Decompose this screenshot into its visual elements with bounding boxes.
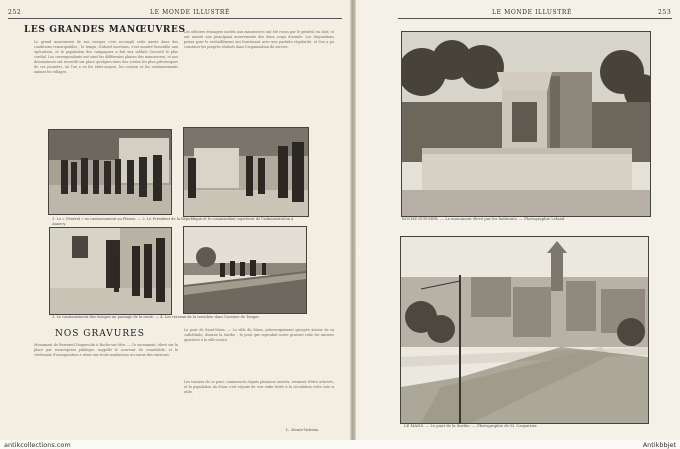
caption-bottom-photos: 3. Le cantonnement des troupes au passage de la route. — 4. Les travaux de la tranchée dans l'avenue de Tanger. bbox=[52, 315, 260, 319]
footer-bar bbox=[0, 440, 680, 449]
photo-general-cantonment bbox=[48, 129, 172, 215]
right-page-number: 253 bbox=[658, 9, 672, 16]
photo-le-mans-bridge bbox=[400, 236, 649, 424]
article-title: LES GRANDES MANŒUVRES bbox=[24, 25, 186, 35]
section-title-gravures: NOS GRAVURES bbox=[55, 329, 145, 339]
right-header-rule bbox=[398, 18, 672, 19]
photo-monument bbox=[401, 31, 651, 217]
footer-right-credit[interactable]: Antikbbjet bbox=[642, 441, 676, 449]
caption-le-mans: LE MANS. — Le pont de la Sarthe. — Photographie de M. Caspartier. bbox=[404, 424, 538, 428]
intro-column-left: Le grand mouvement de nos troupes s'est accompli cette année dans des conditions remarquables ; le temps, d'abord incertain, s'est montré favorable aux opérations, et la population des campagnes a fait aux soldats l'accueil le plus cordial. Les correspondants ont suivi les différentes phases des manœuvres, et nos dessinateurs ont recueilli sur place quelques-unes des scènes les plus pittoresques de ces journées, où l'on a vu les états-majors, les convois et les cantonnements animer les villages. bbox=[34, 40, 178, 74]
right-page bbox=[356, 0, 680, 440]
article-signature: L. Denis-Valvins. bbox=[286, 427, 320, 432]
left-running-head: LE MONDE ILLUSTRÉ bbox=[150, 9, 230, 16]
footer-left-credit[interactable]: antikcollections.com bbox=[4, 441, 71, 449]
photo-president-visit bbox=[183, 127, 309, 217]
gravures-text-right-1: Le pont de Saint-Mans. — La ville du Mans, pittoresquement groupée autour de sa cathédrale, domine la Sarthe ; le pont que reproduit notre gravure relie les anciens quartiers à la ville neuve. bbox=[184, 328, 334, 342]
photo-troops-road bbox=[49, 227, 172, 315]
right-running-head: LE MONDE ILLUSTRÉ bbox=[492, 9, 572, 16]
left-header-rule bbox=[8, 18, 342, 19]
caption-top-photos: 1. Le « Général » en cantonnement au Plessis. — 2. Le Président de la République et le commandant supérieur de l'administration à Annecy. bbox=[52, 217, 294, 226]
caption-monument: ROCHE-SUR-MER. — Le monument élevé par les habitants. — Photographie Leland. bbox=[402, 217, 566, 221]
left-page-number: 252 bbox=[8, 9, 22, 16]
gravures-text-left: Monument de Bertrand Duguesclin à Roche-sur-Mer. — Ce monument, élevé sur la place par souscription publique, rappelle le souvenir du connétable, et la cérémonie d'inauguration a réuni une foule nombreuse accourue des environs. bbox=[34, 343, 178, 357]
gravures-text-right-2: Les travaux de ce pont, commencés depuis plusieurs années, viennent d'être achevés, et la population du Mans s'est réjouie de voir enfin livrée à la circulation cette voie si utile. bbox=[184, 380, 334, 394]
intro-column-right: Les officiers étrangers invités aux manœuvres ont été reçus par le général en chef, et ont assisté aux principaux mouvements des deux corps d'armée. Les dispositions prises pour le ravitaillement ont fonctionné avec une parfaite régularité, et l'on a pu constater les progrès réalisés dans l'organisation du service. bbox=[184, 30, 334, 49]
photo-trench-works bbox=[183, 226, 307, 314]
